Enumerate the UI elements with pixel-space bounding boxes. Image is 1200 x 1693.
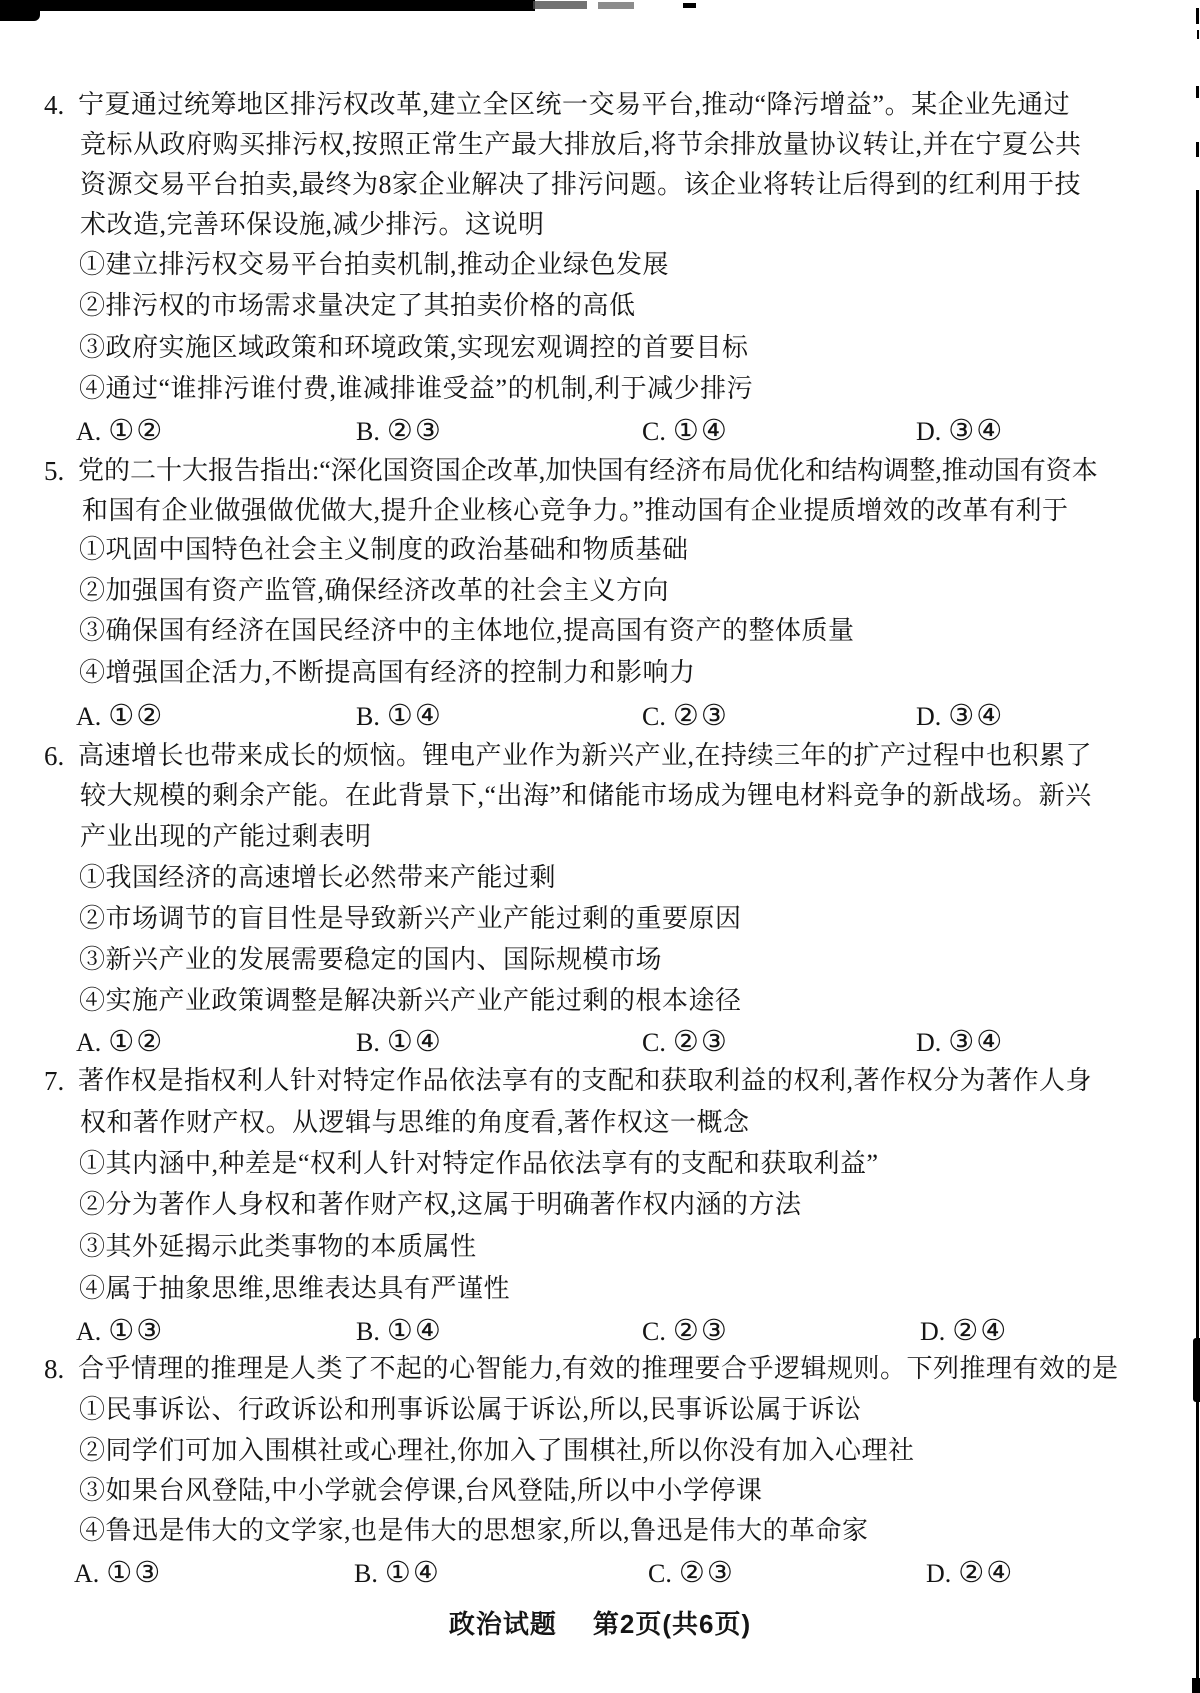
option-value: ①④ bbox=[386, 1315, 443, 1347]
option-label: D. bbox=[916, 1028, 942, 1057]
option-c bbox=[642, 696, 729, 737]
option-d bbox=[920, 1311, 1008, 1352]
option-label: B. bbox=[356, 1028, 380, 1057]
option-label: C. bbox=[648, 1559, 672, 1588]
question-stem-line: 宁夏通过统筹地区排污权改革,建立全区统一交易平台,推动“降污增益”。某企业先通过 bbox=[78, 90, 1071, 119]
question-item: ④实施产业政策调整是解决新兴产业产能过剩的根本途径 bbox=[79, 986, 742, 1015]
question-stem-line: 产业出现的产能过剩表明 bbox=[80, 822, 372, 851]
question-item: ③其外延揭示此类事物的本质属性 bbox=[79, 1232, 477, 1261]
option-a bbox=[76, 1311, 164, 1352]
option-value: ①③ bbox=[108, 1315, 165, 1347]
question-item: ④属于抽象思维,思维表达具有严谨性 bbox=[79, 1274, 511, 1303]
scan-artifact-right-dash bbox=[1196, 86, 1199, 98]
question-stem-line: 和国有企业做强做优做大,提升企业核心竞争力。”推动国有企业提质增效的改革有利于 bbox=[82, 496, 1069, 525]
question-stem-line: 著作权是指权利人针对特定作品依法享有的支配和获取利益的权利,著作权分为著作人身 bbox=[78, 1066, 1093, 1095]
option-label: A. bbox=[76, 1317, 102, 1346]
option-label: C. bbox=[642, 1317, 666, 1346]
option-value: ③④ bbox=[948, 700, 1005, 732]
question-item: ③如果台风登陆,中小学就会停课,台风登陆,所以中小学停课 bbox=[79, 1476, 763, 1505]
option-label: A. bbox=[76, 702, 102, 731]
option-d bbox=[916, 1022, 1004, 1063]
option-c bbox=[642, 1311, 729, 1352]
scan-artifact-top-bar bbox=[0, 0, 535, 11]
option-label: D. bbox=[916, 417, 942, 446]
option-value: ①④ bbox=[672, 415, 729, 447]
option-label: C. bbox=[642, 417, 666, 446]
scan-artifact-top-bar-fade bbox=[533, 1, 587, 9]
option-value: ③④ bbox=[948, 1026, 1005, 1058]
scan-artifact-top-dash bbox=[683, 3, 696, 8]
footer-page-info: 第2页(共6页) bbox=[592, 1609, 752, 1639]
scan-artifact-right-edge-blob bbox=[1193, 1338, 1200, 1402]
question-item: ①巩固中国特色社会主义制度的政治基础和物质基础 bbox=[79, 535, 689, 564]
option-label: A. bbox=[76, 417, 102, 446]
scan-artifact-right-edge-line bbox=[1196, 190, 1199, 1693]
option-label: B. bbox=[354, 1559, 378, 1588]
option-value: ①③ bbox=[106, 1557, 163, 1589]
question-item: ②市场调节的盲目性是导致新兴产业产能过剩的重要原因 bbox=[79, 904, 742, 933]
question-number: 6. bbox=[44, 741, 65, 771]
question-item: ③政府实施区域政策和环境政策,实现宏观调控的首要目标 bbox=[79, 333, 749, 362]
option-b bbox=[356, 411, 443, 452]
option-value: ③④ bbox=[948, 415, 1005, 447]
option-value: ②③ bbox=[672, 1026, 729, 1058]
option-c bbox=[642, 1022, 729, 1063]
option-label: B. bbox=[356, 417, 380, 446]
option-b bbox=[356, 1311, 443, 1352]
option-b bbox=[356, 1022, 443, 1063]
option-value: ②③ bbox=[672, 700, 729, 732]
question-stem-line: 竞标从政府购买排污权,按照正常生产最大排放后,将节余排放量协议转让,并在宁夏公共 bbox=[80, 130, 1082, 159]
option-d bbox=[916, 696, 1004, 737]
option-value: ①④ bbox=[386, 1026, 443, 1058]
option-a bbox=[74, 1553, 162, 1594]
option-label: D. bbox=[920, 1317, 946, 1346]
option-a bbox=[76, 411, 164, 452]
scan-artifact-right-dash bbox=[1196, 142, 1199, 157]
option-b bbox=[354, 1553, 441, 1594]
question-item: ③新兴产业的发展需要稳定的国内、国际规模市场 bbox=[79, 945, 663, 974]
scan-artifact-top-left-blob bbox=[0, 0, 40, 21]
option-b bbox=[356, 696, 443, 737]
option-value: ②④ bbox=[958, 1557, 1015, 1589]
option-d bbox=[926, 1553, 1014, 1594]
option-value: ②③ bbox=[672, 1315, 729, 1347]
question-item: ④增强国企活力,不断提高国有经济的控制力和影响力 bbox=[79, 658, 696, 687]
page-footer bbox=[0, 1604, 1200, 1641]
option-label: B. bbox=[356, 1317, 380, 1346]
option-label: D. bbox=[916, 702, 942, 731]
option-value: ①② bbox=[108, 700, 165, 732]
option-c bbox=[648, 1553, 735, 1594]
question-stem-line: 高速增长也带来成长的烦恼。锂电产业作为新兴产业,在持续三年的扩产过程中也积累了 bbox=[78, 741, 1093, 770]
option-value: ②③ bbox=[678, 1557, 735, 1589]
question-item: ②加强国有资产监管,确保经济改革的社会主义方向 bbox=[79, 576, 670, 605]
question-item: ②同学们可加入围棋社或心理社,你加入了围棋社,所以你没有加入心理社 bbox=[79, 1436, 915, 1465]
option-value: ①② bbox=[108, 1026, 165, 1058]
question-item: ①其内涵中,种差是“权利人针对特定作品依法享有的支配和获取利益” bbox=[79, 1149, 879, 1178]
question-item: ④鲁迅是伟大的文学家,也是伟大的思想家,所以,鲁迅是伟大的革命家 bbox=[79, 1516, 869, 1545]
question-item: ①我国经济的高速增长必然带来产能过剩 bbox=[79, 863, 557, 892]
option-value: ①④ bbox=[384, 1557, 441, 1589]
option-label: D. bbox=[926, 1559, 952, 1588]
question-item: ②分为著作人身权和著作财产权,这属于明确著作权内涵的方法 bbox=[79, 1190, 802, 1219]
footer-subject-title: 政治试题 bbox=[448, 1609, 557, 1639]
question-number: 7. bbox=[44, 1066, 65, 1096]
question-stem-line: 党的二十大报告指出:“深化国资国企改革,加快国有经济布局优化和结构调整,推动国有资本 bbox=[78, 456, 1098, 485]
question-stem-line: 资源交易平台拍卖,最终为8家企业解决了排污问题。该企业将转让后得到的红利用于技 bbox=[80, 170, 1082, 199]
question-number: 8. bbox=[44, 1354, 65, 1384]
scan-artifact-right-dash bbox=[1197, 30, 1199, 39]
option-value: ①② bbox=[108, 415, 165, 447]
option-d bbox=[916, 411, 1004, 452]
question-item: ②排污权的市场需求量决定了其拍卖价格的高低 bbox=[79, 291, 636, 320]
scan-artifact-right-bottom-mark bbox=[1192, 1678, 1200, 1693]
option-a bbox=[76, 1022, 164, 1063]
scan-artifact-top-bar-fade bbox=[598, 2, 634, 9]
question-number: 5. bbox=[44, 456, 65, 486]
option-value: ①④ bbox=[386, 700, 443, 732]
option-label: C. bbox=[642, 1028, 666, 1057]
question-stem-line: 术改造,完善环保设施,减少排污。这说明 bbox=[80, 210, 545, 239]
question-item: ③确保国有经济在国民经济中的主体地位,提高国有资产的整体质量 bbox=[79, 616, 855, 645]
option-value: ②③ bbox=[386, 415, 443, 447]
question-stem-line: 权和著作财产权。从逻辑与思维的角度看,著作权这一概念 bbox=[80, 1108, 750, 1137]
question-stem-line: 合乎情理的推理是人类了不起的心智能力,有效的推理要合乎逻辑规则。下列推理有效的是 bbox=[78, 1354, 1119, 1383]
question-stem-line: 较大规模的剩余产能。在此背景下,“出海”和储能市场成为锂电材料竞争的新战场。新兴 bbox=[80, 781, 1092, 810]
option-label: B. bbox=[356, 702, 380, 731]
option-c bbox=[642, 411, 729, 452]
option-value: ②④ bbox=[952, 1315, 1009, 1347]
question-item: ①民事诉讼、行政诉讼和刑事诉讼属于诉讼,所以,民事诉讼属于诉讼 bbox=[79, 1395, 862, 1424]
option-a bbox=[76, 696, 164, 737]
option-label: C. bbox=[642, 702, 666, 731]
question-item: ④通过“谁排污谁付费,谁减排谁受益”的机制,利于减少排污 bbox=[79, 374, 754, 403]
scan-artifact-right-dash bbox=[1196, 8, 1199, 24]
option-label: A. bbox=[76, 1028, 102, 1057]
option-label: A. bbox=[74, 1559, 100, 1588]
question-number: 4. bbox=[44, 90, 65, 120]
question-item: ①建立排污权交易平台拍卖机制,推动企业绿色发展 bbox=[79, 250, 670, 279]
